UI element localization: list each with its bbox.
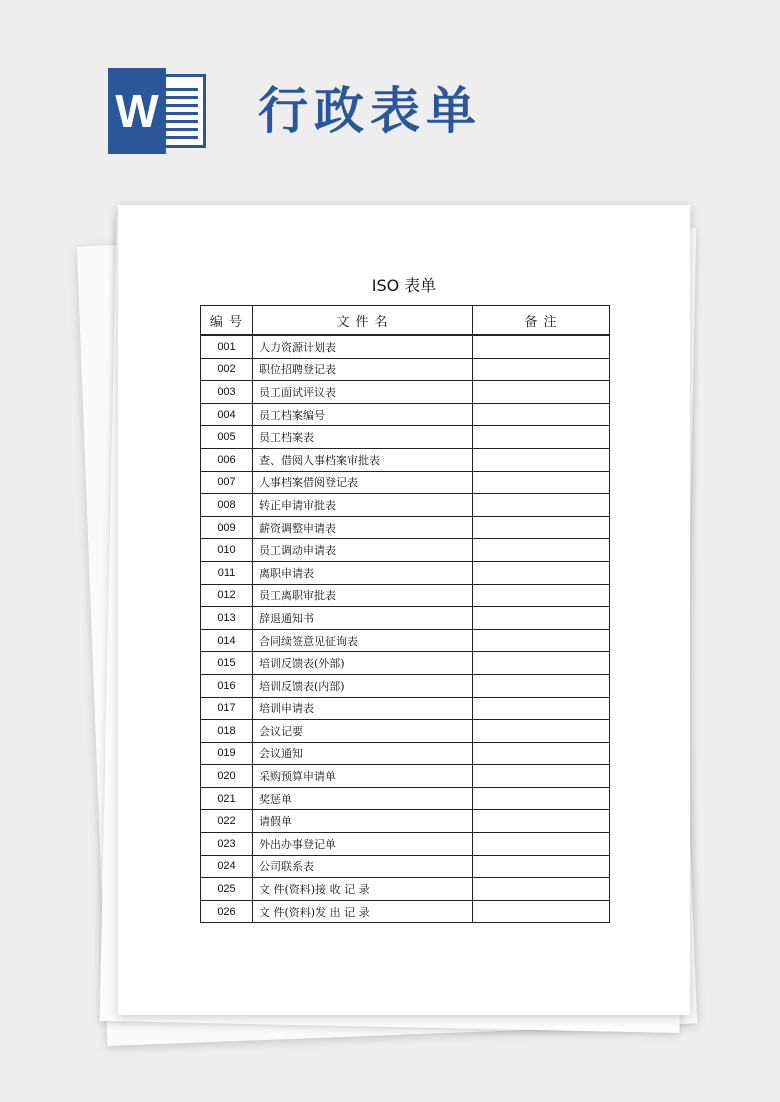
table-row xyxy=(201,697,610,720)
table-row xyxy=(201,584,610,607)
table-header-row xyxy=(201,306,610,336)
table-row xyxy=(201,833,610,856)
word-icon xyxy=(108,68,208,154)
column-header-code: 编 号 xyxy=(201,306,253,336)
row-code: 019 xyxy=(201,742,253,765)
row-file-name: 员工档案编号 xyxy=(253,403,473,426)
row-code: 016 xyxy=(201,674,253,697)
table-row xyxy=(201,607,610,630)
row-note xyxy=(473,335,610,358)
header xyxy=(0,0,780,200)
row-code: 008 xyxy=(201,494,253,517)
row-file-name: 采购预算申请单 xyxy=(253,765,473,788)
document-page xyxy=(118,205,690,1015)
row-code: 022 xyxy=(201,810,253,833)
row-code: 021 xyxy=(201,787,253,810)
row-code: 020 xyxy=(201,765,253,788)
row-note xyxy=(473,426,610,449)
column-header-name: 文 件 名 xyxy=(253,306,473,336)
row-code: 001 xyxy=(201,335,253,358)
row-code: 002 xyxy=(201,358,253,381)
table-row xyxy=(201,539,610,562)
row-code: 007 xyxy=(201,471,253,494)
document-title: ISO 表单 xyxy=(371,276,437,295)
row-code: 003 xyxy=(201,381,253,404)
table-row xyxy=(201,494,610,517)
table-row xyxy=(201,855,610,878)
row-note xyxy=(473,878,610,901)
row-note xyxy=(473,381,610,404)
table-row xyxy=(201,471,610,494)
row-file-name: 会议记要 xyxy=(253,720,473,743)
table-row xyxy=(201,403,610,426)
row-file-name: 文 件(资料)接 收 记 录 xyxy=(253,878,473,901)
row-file-name: 转正申请审批表 xyxy=(253,494,473,517)
row-file-name: 人力资源计划表 xyxy=(253,335,473,358)
row-note xyxy=(473,720,610,743)
row-file-name: 员工面试评议表 xyxy=(253,381,473,404)
word-icon-letter: W xyxy=(108,68,166,154)
row-note xyxy=(473,471,610,494)
row-code: 006 xyxy=(201,448,253,471)
table-row xyxy=(201,358,610,381)
row-code: 017 xyxy=(201,697,253,720)
row-note xyxy=(473,810,610,833)
row-code: 018 xyxy=(201,720,253,743)
row-code: 026 xyxy=(201,900,253,923)
row-note xyxy=(473,448,610,471)
row-note xyxy=(473,787,610,810)
row-code: 023 xyxy=(201,833,253,856)
row-file-name: 薪资调整申请表 xyxy=(253,516,473,539)
row-file-name: 文 件(资料)发 出 记 录 xyxy=(253,900,473,923)
row-file-name: 职位招聘登记表 xyxy=(253,358,473,381)
row-note xyxy=(473,494,610,517)
table-row xyxy=(201,426,610,449)
row-file-name: 人事档案借阅登记表 xyxy=(253,471,473,494)
row-note xyxy=(473,742,610,765)
row-note xyxy=(473,607,610,630)
row-file-name: 培训反馈表(外部) xyxy=(253,652,473,675)
row-file-name: 会议通知 xyxy=(253,742,473,765)
table-row xyxy=(201,742,610,765)
table-row xyxy=(201,561,610,584)
table-row xyxy=(201,516,610,539)
row-note xyxy=(473,403,610,426)
column-header-note: 备 注 xyxy=(473,306,610,336)
row-code: 004 xyxy=(201,403,253,426)
row-note xyxy=(473,900,610,923)
row-file-name: 培训申请表 xyxy=(253,697,473,720)
row-note xyxy=(473,584,610,607)
table-row xyxy=(201,381,610,404)
row-note xyxy=(473,629,610,652)
row-code: 014 xyxy=(201,629,253,652)
row-file-name: 辞退通知书 xyxy=(253,607,473,630)
iso-form-table xyxy=(200,305,610,923)
row-code: 012 xyxy=(201,584,253,607)
row-code: 025 xyxy=(201,878,253,901)
row-file-name: 公司联系表 xyxy=(253,855,473,878)
row-code: 013 xyxy=(201,607,253,630)
row-note xyxy=(473,833,610,856)
table-row xyxy=(201,720,610,743)
row-note xyxy=(473,674,610,697)
table-row xyxy=(201,448,610,471)
row-file-name: 员工档案表 xyxy=(253,426,473,449)
row-code: 024 xyxy=(201,855,253,878)
row-note xyxy=(473,855,610,878)
row-file-name: 培训反馈表(内部) xyxy=(253,674,473,697)
table-row xyxy=(201,674,610,697)
page-title: 行政表单 xyxy=(258,82,482,140)
row-code: 011 xyxy=(201,561,253,584)
row-note xyxy=(473,765,610,788)
row-file-name: 查、借阅人事档案审批表 xyxy=(253,448,473,471)
table-row xyxy=(201,878,610,901)
table-row xyxy=(201,652,610,675)
row-file-name: 奖惩单 xyxy=(253,787,473,810)
row-code: 010 xyxy=(201,539,253,562)
row-note xyxy=(473,358,610,381)
row-file-name: 离职申请表 xyxy=(253,561,473,584)
row-note xyxy=(473,697,610,720)
row-file-name: 员工调动申请表 xyxy=(253,539,473,562)
row-note xyxy=(473,516,610,539)
table-row xyxy=(201,335,610,358)
table-row xyxy=(201,810,610,833)
table-row xyxy=(201,787,610,810)
row-note xyxy=(473,561,610,584)
row-note xyxy=(473,539,610,562)
row-file-name: 外出办事登记单 xyxy=(253,833,473,856)
row-file-name: 员工离职审批表 xyxy=(253,584,473,607)
table-row xyxy=(201,629,610,652)
row-file-name: 合同续签意见征询表 xyxy=(253,629,473,652)
row-code: 015 xyxy=(201,652,253,675)
row-code: 005 xyxy=(201,426,253,449)
table-row xyxy=(201,765,610,788)
row-file-name: 请假单 xyxy=(253,810,473,833)
row-note xyxy=(473,652,610,675)
table-row xyxy=(201,900,610,923)
row-code: 009 xyxy=(201,516,253,539)
